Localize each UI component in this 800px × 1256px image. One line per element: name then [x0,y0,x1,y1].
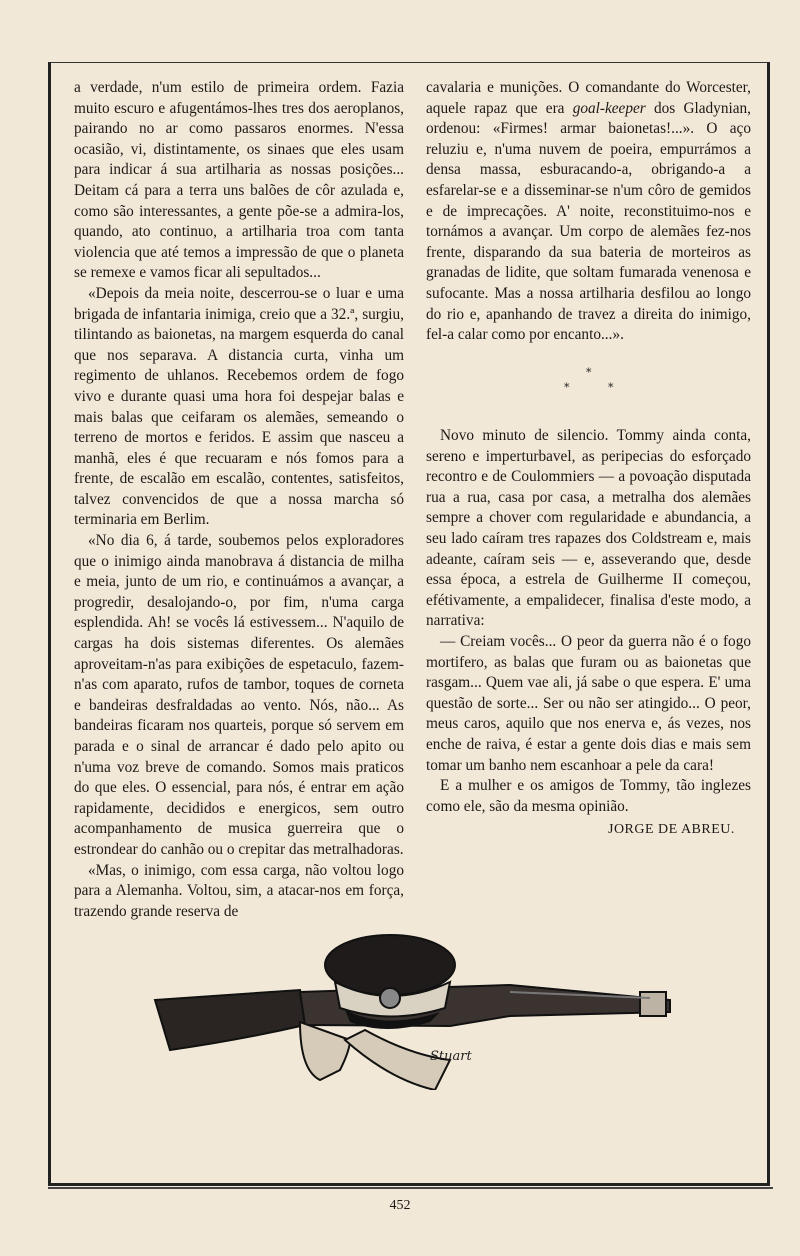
author-signature: JORGE DE ABREU. [608,822,735,837]
rifle-and-cap-illustration [150,930,680,1090]
page-number: 452 [389,1198,411,1213]
paragraph: «Depois da meia noite, descerrou-se o luar e uma brigada de infantaria inimiga, creio que a 32.ª, surgiu, tilintando as baionetas, na margem esquerda do canal que nos separava. A distancia curta, vinha um regimento de uhlanos. Recebemos ordem de fogo vivo e durante quasi uma hora foi despejar balas e mais balas que ceifaram os alemães, semeando o terreno de mortos e feridos. E assim que nasceu a manhã, eles é que recuaram e nós fomos para a frente, de escalão em escalão, contentes, satisfeitos, talvez convencidos de que a nossa marcha só terminaria em Berlim. [74,284,404,529]
artist-signature: Stuart [430,1049,472,1064]
rifle-muzzle [640,992,666,1016]
italic-term: goal-keeper [572,99,646,117]
paragraph: E a mulher e os amigos de Tommy, tão inglezes como ele, são da mesma opinião. [426,777,751,815]
text-run: dos Gladynian, ordenou: «Firmes! armar baionetas!...». O aço reluziu e, n'uma nuvem de poeira, empurrámos a densa massa, esburacando-a, obrigando-a a esfarelar-se e a disseminar-se n'um côro de gemidos e de imprecações. A' noite, reconstituimo-nos e tornámos a avançar. Um corpo de alemães fez-nos frente, disparando da sua bateria de morteiros as granadas de lidite, que soltam fumarada venenosa e sufocante. Mas a nossa artilharia desfilou ao longo do rio e, apanhando de travez a direita do inimigo, fel-a calar como por encanto...». [426,99,751,344]
rifle-sling [300,1022,350,1080]
star: * [586,366,592,379]
rifle-stock [155,990,305,1050]
paragraph: Novo minuto de silencio. Tommy ainda conta, sereno e imperturbavel, as peripecias do esforçado recontro e de Coulommiers — a povoação disputada rua a rua, casa por casa, a metralha dos alemães sempre a chover com regularidade e abundancia, a seu lado caíram tres rapazes dos Coldstream e, mais adeante, caíram seis — e, asseverando que, desde essa época, a estrela de Guilherme II começou, efétivamente, a empalidecer, finalisa d'este modo, a narrativa: [426,427,751,630]
section-separator [556,366,626,396]
cap-badge [380,988,400,1008]
paragraph: — Creiam vocês... O peor da guerra não é o fogo mortifero, as balas que furam ou as baionetas que rasgam... Quem vae ali, já sabe o que espera. E' uma questão de sorte... Ser ou não ser atingido... O peor, meus caros, aquilo que nos enerva e, ás vezes, nos enche de raiva, é estar a gente dois dias e mais sem tomar um banho nem escanhoar a pele da cara! [426,632,751,774]
star: * [564,381,570,394]
paragraph: a verdade, n'um estilo de primeira ordem. Fazia muito escuro e afugentámos-lhes tres dos aeroplanos, pairando no ar como passaros enormes. N'essa ocasião, vi, distintamente, os sinaes que eles usam para indicar á sua artilharia as nossas posições... Deitam cá para a terra uns balões de côr azulada e, como são interessantes, a gente põe-se a admira-los, quando, ato continuo, a artilharia troa com tanta violencia que até temos a impressão de que o planeta se remexe e vamos ficar ali sepultados... [74,79,404,282]
paragraph [426,78,751,346]
paragraph: «Mas, o inimigo, com essa carga, não voltou logo para a Alemanha. Voltou, sim, a atacar-nos em força, trazendo grande reserva de [74,861,404,920]
right-column-bottom [426,426,751,817]
right-column-top [426,78,751,346]
paragraph: «No dia 6, á tarde, soubemos pelos exploradores que o inimigo ainda manobrava á distancia de milha e meia, junto de um rio, e continuámos a avançar, a progredir, desalojando-o, por fim, n'uma carga esplendida. Ah! se vocês lá estivessem... N'aquilo de cargas ha dois sistemas diferentes. Os alemães aproveitam-n'as para exibições de espetaculo, fazem-n'as com aparato, rufos de tambor, toques de corneta e bandeiras desfraldadas ao vento. Nós, não... As bandeiras ficaram nos quarteis, porque só servem em parada e o sinal de arrancar é dado pelo apito ou n'uma voz breve de comando. Somos mais praticos do que eles. O essencial, para nós, é entrar em ação rapidamente, decididos e energicos, sem outro acompanhamento de musica guerreira que o estrondear do canhão ou o crepitar das metralhadoras. [74,532,404,858]
text-run: cavalaria e munições. O comandante do Worcester, aquele rapaz que era [426,79,751,117]
star: * [608,381,614,394]
left-column [74,78,404,922]
